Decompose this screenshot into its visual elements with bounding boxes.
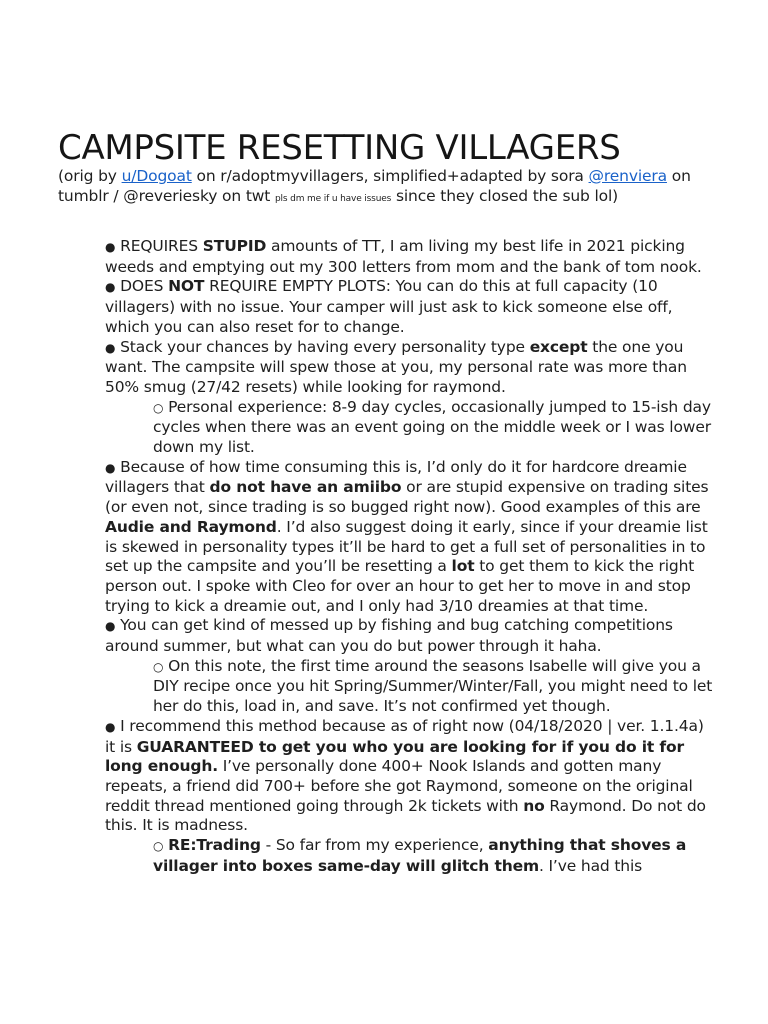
- intro-credits: [58, 166, 718, 209]
- intro-text-4: since they closed the sub lol): [391, 187, 619, 205]
- hollow-bullet-icon: ○: [153, 839, 164, 854]
- bullet-icon: ●: [105, 460, 116, 475]
- page-title: CAMPSITE RESETTING VILLAGERS: [58, 128, 621, 168]
- list-item: ● REQUIRES STUPID amounts of TT, I am living my best life in 2021 picking weeds and emptying out my 300 letters from mom and the bank of tom nook.: [105, 237, 702, 276]
- bullet-icon: ●: [105, 340, 116, 355]
- intro-text-2: on r/adoptmyvillagers, simplified+adapted by sora: [191, 167, 589, 185]
- intro-text-1: (orig by: [58, 167, 122, 185]
- sub-list-item: ○ RE:Trading - So far from my experience, anything that shoves a villager into boxes same-day will glitch them. I’ve had this: [153, 836, 687, 875]
- list-item: ● Stack your chances by having every personality type except the one you want. The campsite will spew those at you, my personal rate was more than 50% smug (27/42 resets) while looking for raymond.: [105, 337, 687, 396]
- bullet-icon: ●: [105, 240, 116, 254]
- list-item: ● You can get kind of messed up by fishing and bug catching competitions around summer, but what can you do but power through it haha.: [105, 616, 673, 656]
- tips-list: [105, 237, 715, 877]
- list-item: ● I recommend this method because as of right now (04/18/2020 | ver. 1.1.4a) it is GUARANTEED to get you who you are looking for if you do it for long enough. I’ve personally done 400+ Nook Islands and gotten many repeats, a friend did 700+ before she got Raymond, someone on the original reddit thread mentioned going through 2k tickets with no Raymond. Do not do this. It is madness.: [105, 716, 706, 835]
- sub-list-item: ○ On this note, the first time around the seasons Isabelle will give you a DIY recipe once you hit Spring/Summer/Winter/Fall, you might need to let her do this, load in, and save. It’s not confirmed yet though.: [153, 656, 713, 716]
- intro-text-3: on tumblr / @reveriesky on twt: [58, 167, 691, 205]
- intro-small-note: pls dm me if u have issues: [274, 194, 392, 204]
- bullet-icon: ●: [105, 280, 116, 295]
- sub-list-item: ○ Personal experience: 8-9 day cycles, occasionally jumped to 15-ish day cycles when there was an event going on the middle week or I was lower down my list.: [153, 397, 711, 457]
- bullet-icon: ●: [105, 719, 116, 734]
- hollow-bullet-icon: ○: [153, 659, 164, 674]
- dogoat-link[interactable]: u/Dogoat: [121, 167, 192, 185]
- list-item: ● DOES NOT REQUIRE EMPTY PLOTS: You can do this at full capacity (10 villagers) with no issue. Your camper will just ask to kick someone else off, which you can also reset for to change.: [105, 277, 673, 336]
- hollow-bullet-icon: ○: [153, 400, 164, 415]
- list-item: ● Because of how time consuming this is, I’d only do it for hardcore dreamie villagers that do not have an amiibo or are stupid expensive on trading sites (or even not, since trading is so bugged right now). Good examples of this are Audie and Raymond. I’d also suggest doing it early, since if your dreamie list is skewed in personality types it’ll be hard to get a full set of personalities in to set up the campsite and you’ll be resetting a lot to get them to kick the right person out. I spoke with Cleo for over an hour to get her to move in and stop trying to kick a dreamie out, and I only had 3/10 dreamies at that time.: [105, 457, 709, 615]
- bullet-icon: ●: [105, 619, 116, 634]
- renviera-link[interactable]: @renviera: [588, 167, 667, 185]
